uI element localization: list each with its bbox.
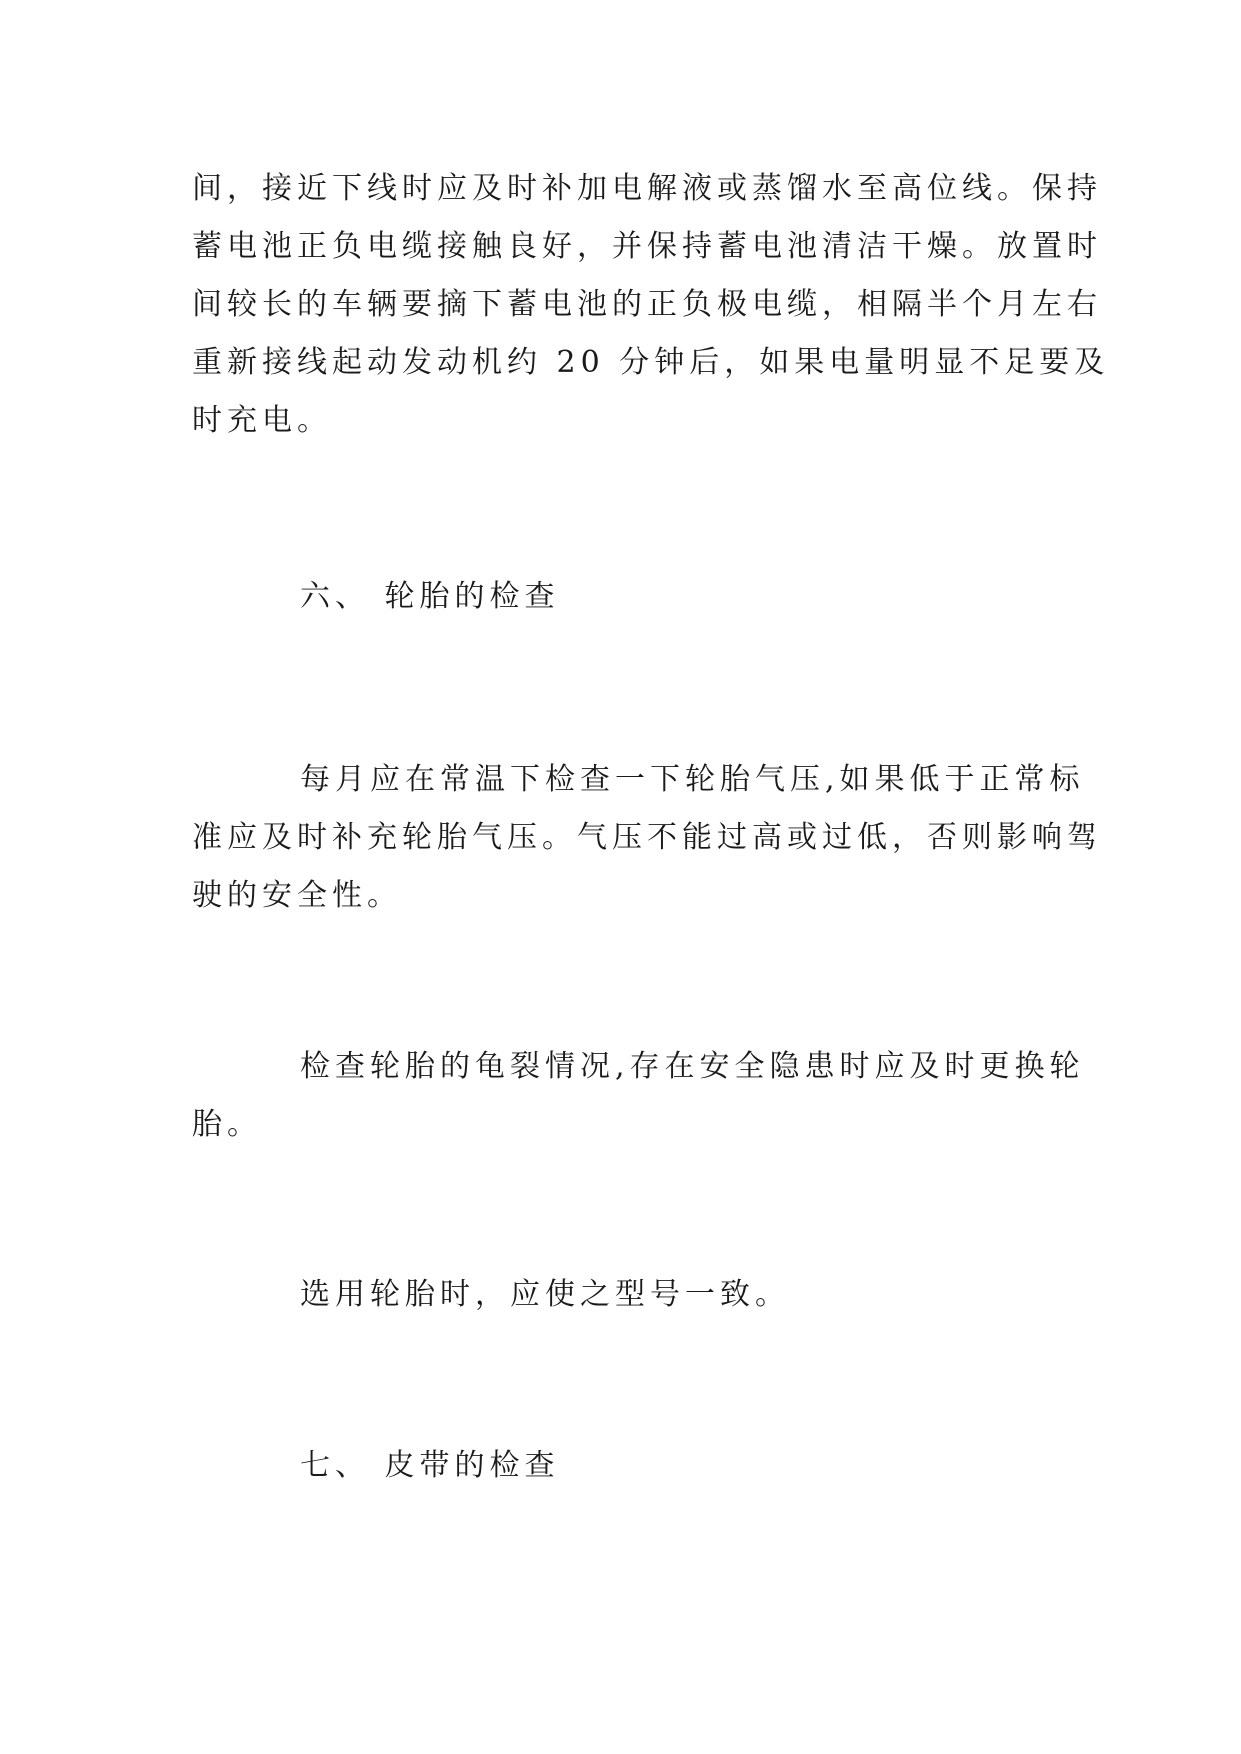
- paragraph-line: 间，接近下线时应及时补加电解液或蒸馏水至高位线。保持: [192, 171, 1102, 206]
- paragraph-line: 选用轮胎时，应使之型号一致。: [300, 1277, 790, 1312]
- paragraph-line: 蓄电池正负电缆接触良好，并保持蓄电池清洁干燥。放置时: [192, 229, 1102, 264]
- tire-pressure-paragraph-line: [192, 867, 1054, 925]
- heading-text: 七、 皮带的检查: [300, 1448, 560, 1483]
- paragraph-line: 驶的安全性。: [192, 878, 402, 913]
- section-heading-tire-check: [300, 568, 1054, 626]
- tire-pressure-paragraph-line: [192, 809, 1102, 867]
- paragraph-line: 胎。: [192, 1107, 262, 1142]
- battery-maintenance-paragraph: [192, 160, 1110, 450]
- tire-crack-paragraph-line: [192, 1096, 1054, 1154]
- tire-model-paragraph: [300, 1266, 1054, 1324]
- heading-text: 六、 轮胎的检查: [300, 579, 560, 614]
- paragraph-line: 准应及时补充轮胎气压。气压不能过高或过低，否则影响驾: [192, 820, 1102, 855]
- paragraph-line: 每月应在常温下检查一下轮胎气压,如果低于正常标: [300, 762, 1085, 797]
- tire-pressure-paragraph-first-line: [300, 751, 1085, 809]
- section-heading-belt-check: [300, 1437, 1054, 1495]
- tire-crack-paragraph-first-line: [300, 1038, 1085, 1096]
- paragraph-line: 检查轮胎的龟裂情况,存在安全隐患时应及时更换轮: [300, 1049, 1085, 1084]
- paragraph-line: 间较长的车辆要摘下蓄电池的正负极电缆，相隔半个月左右: [192, 287, 1102, 322]
- paragraph-line: 时充电。: [192, 403, 332, 438]
- paragraph-line: 重新接线起动发动机约 20 分钟后，如果电量明显不足要及: [192, 345, 1110, 380]
